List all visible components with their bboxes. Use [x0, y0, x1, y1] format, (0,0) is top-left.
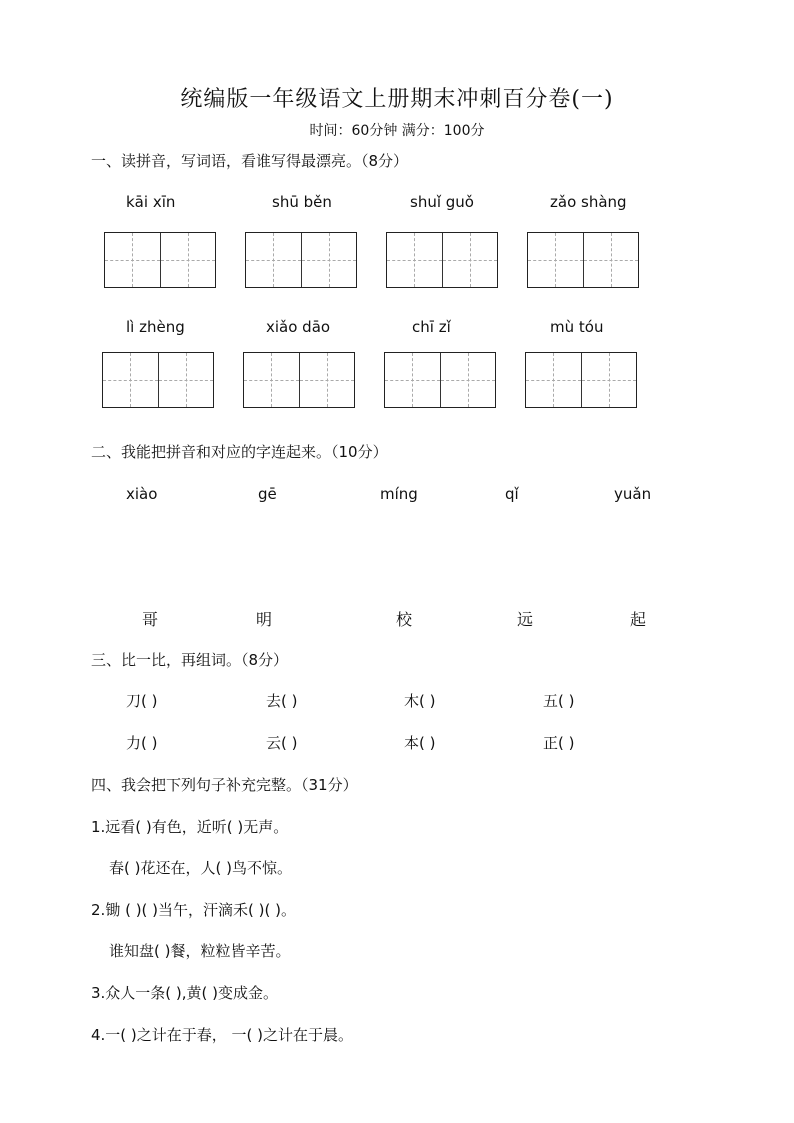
sentence-line[interactable]: 4.一( )之计在于春， 一( )之计在于晨。	[91, 1026, 354, 1044]
sentence-line[interactable]: 谁知盘( )餐，粒粒皆辛苦。	[109, 942, 291, 960]
word-blank[interactable]: 正( )	[543, 734, 575, 752]
section-2-heading: 二、我能把拼音和对应的字连起来。（10分）	[91, 443, 388, 461]
pinyin-label: zǎo shàng	[550, 193, 627, 211]
writing-grid[interactable]	[384, 352, 496, 408]
word-blank[interactable]: 去( )	[266, 692, 298, 710]
word-blank[interactable]: 云( )	[266, 734, 298, 752]
writing-grid[interactable]	[527, 232, 639, 288]
writing-grid[interactable]	[104, 232, 216, 288]
pinyin-label: chī zǐ	[412, 318, 451, 336]
pinyin-label[interactable]: yuǎn	[614, 485, 652, 503]
writing-grid[interactable]	[102, 352, 214, 408]
word-blank[interactable]: 刀( )	[126, 692, 158, 710]
character-label[interactable]: 哥	[142, 610, 159, 629]
pinyin-label[interactable]: gē	[258, 485, 277, 503]
writing-grid[interactable]	[245, 232, 357, 288]
sentence-line[interactable]: 3.众人一条( ),黄( )变成金。	[91, 984, 279, 1002]
exam-info: 时间：60分钟 满分：100分	[309, 123, 485, 139]
pinyin-label: mù tóu	[550, 318, 604, 336]
word-blank[interactable]: 五( )	[543, 692, 575, 710]
character-label[interactable]: 明	[256, 610, 273, 629]
pinyin-label: xiǎo dāo	[266, 318, 331, 336]
word-blank[interactable]: 本( )	[404, 734, 436, 752]
sentence-line[interactable]: 1.远看( )有色，近听( )无声。	[91, 818, 289, 836]
sentence-line[interactable]: 2.锄 ( )( )当午，汗滴禾( )( )。	[91, 901, 296, 919]
section-4-heading: 四、我会把下列句子补充完整。（31分）	[91, 776, 358, 794]
pinyin-label[interactable]: qǐ	[505, 485, 519, 503]
section-3-heading: 三、比一比，再组词。（8分）	[91, 651, 289, 669]
section-1-heading: 一、读拼音，写词语，看谁写得最漂亮。（8分）	[91, 152, 409, 170]
writing-grid[interactable]	[525, 352, 637, 408]
character-label[interactable]: 起	[630, 610, 647, 629]
pinyin-label[interactable]: míng	[380, 485, 418, 503]
pinyin-label[interactable]: xiào	[126, 485, 158, 503]
pinyin-label: kāi xīn	[126, 193, 176, 211]
pinyin-label: lì zhèng	[126, 318, 185, 336]
writing-grid[interactable]	[243, 352, 355, 408]
writing-grid[interactable]	[386, 232, 498, 288]
character-label[interactable]: 校	[396, 610, 413, 629]
pinyin-label: shū běn	[272, 193, 332, 211]
page-title: 统编版一年级语文上册期末冲刺百分卷(一)	[180, 87, 614, 112]
pinyin-label: shuǐ guǒ	[410, 193, 474, 211]
character-label[interactable]: 远	[517, 610, 534, 629]
sentence-line[interactable]: 春( )花还在，人( )鸟不惊。	[109, 859, 292, 877]
word-blank[interactable]: 力( )	[126, 734, 158, 752]
word-blank[interactable]: 木( )	[404, 692, 436, 710]
